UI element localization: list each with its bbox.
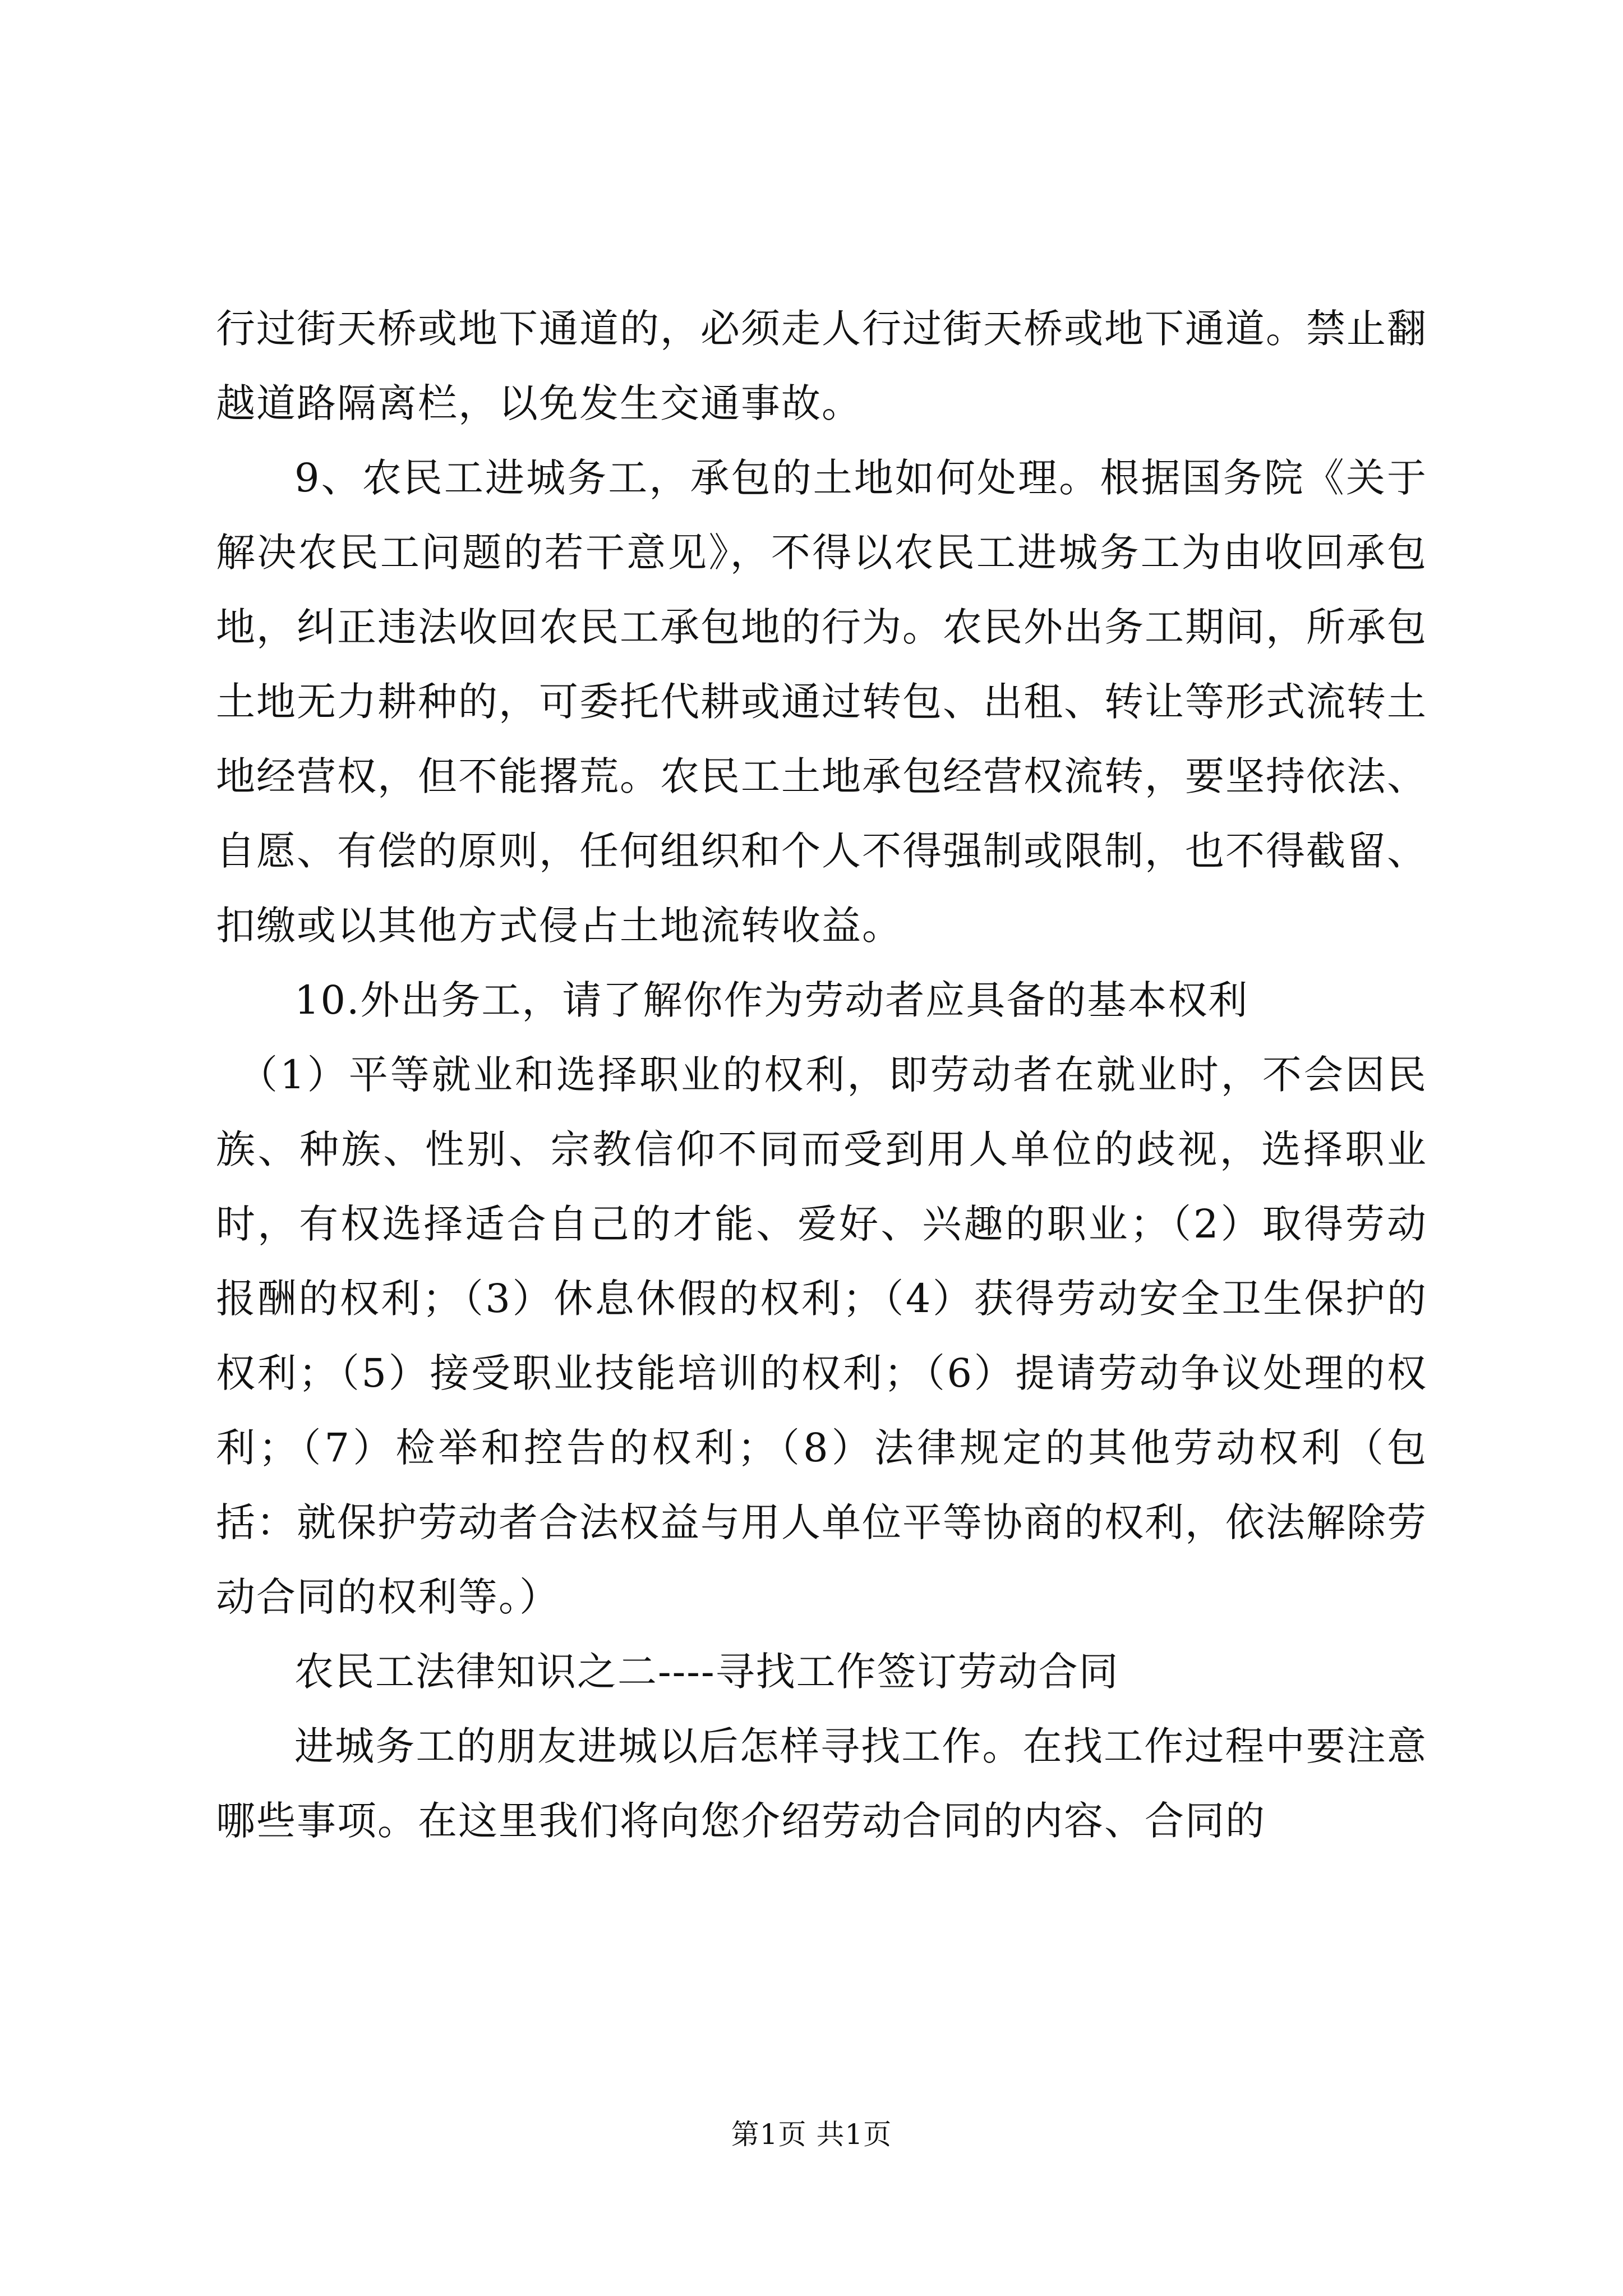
paragraph-item-9: 9、农民工进城务工，承包的土地如何处理。根据国务院《关于解决农民工问题的若干意见》，不得以农民工进城务工为由收回承包地，纠正违法收回农民工承包地的行为。农民外出务工期间，所承包土地无力耕种的，可委托代耕或通过转包、出租、转让等形式流转土地经营权，但不能撂荒。农民工土地承包经营权流转，要坚持依法、自愿、有偿的原则，任何组织和个人不得强制或限制，也不得截留、扣缴或以其他方式侵占土地流转收益。 [216, 455, 1427, 949]
section-heading-part-two: 农民工法律知识之二----寻找工作签订劳动合同 [294, 1649, 1119, 1695]
paragraph-item-10-heading: 10.外出务工，请了解你作为劳动者应具备的基本权利 [294, 977, 1249, 1023]
paragraph-continuation: 行过街天桥或地下通道的，必须走人行过街天桥或地下通道。禁止翻越道路隔离栏，以免发生交通事故。 [216, 306, 1427, 426]
page-footer [0, 2118, 1623, 2151]
document-body [216, 292, 1427, 1858]
paragraph-worker-rights: （1）平等就业和选择职业的权利，即劳动者在就业时，不会因民族、种族、性别、宗教信仰不同而受到用人单位的歧视，选择职业时，有权选择适合自己的才能、爱好、兴趣的职业；（2）取得劳动报酬的权利；（3）休息休假的权利；（4）获得劳动安全卫生保护的权利；（5）接受职业技能培训的权利；（6）提请劳动争议处理的权利；（7）检举和控告的权利；（8）法律规定的其他劳动权利（包括：就保护劳动者合法权益与用人单位平等协商的权利，依法解除劳动合同的权利等。） [216, 1052, 1427, 1620]
paragraph-finding-work: 进城务工的朋友进城以后怎样寻找工作。在找工作过程中要注意哪些事项。在这里我们将向您介绍劳动合同的内容、合同的 [216, 1723, 1427, 1844]
page-number: 第1页 共1页 [731, 2118, 892, 2151]
